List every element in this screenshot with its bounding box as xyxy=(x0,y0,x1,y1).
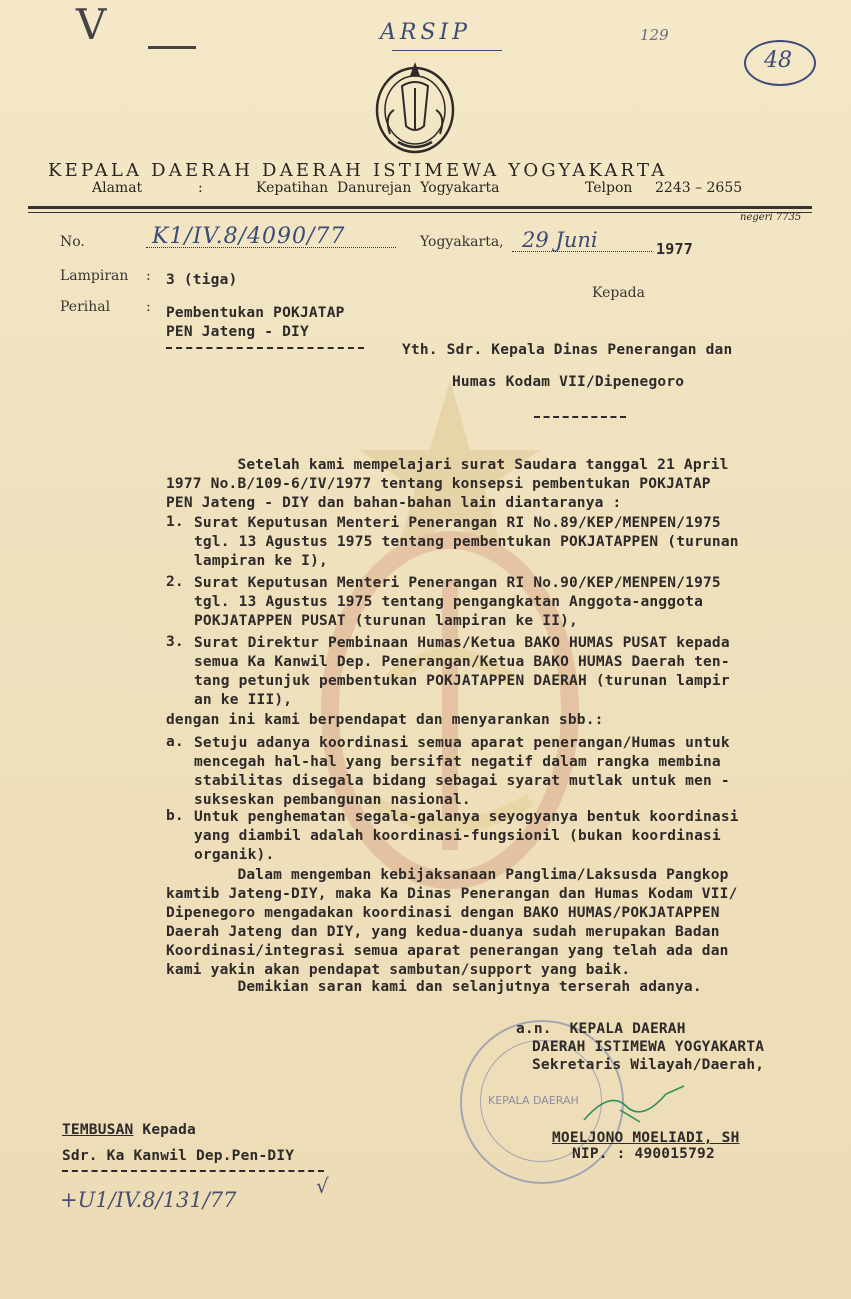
subject-line-2: PEN Jateng - DIY xyxy=(166,324,309,340)
item-line: an ke III), xyxy=(194,692,293,708)
transition-line: dengan ini kami berpendapat dan menyarankan sbb.: xyxy=(166,712,604,728)
item-line: tang petunjuk pembentukan POKJATAPPEN DAERAH (turunan lampir xyxy=(194,673,730,689)
item-line: lampiran ke I), xyxy=(194,553,328,569)
point-letter: a. xyxy=(166,734,184,750)
subject-label: Perihal xyxy=(60,299,111,315)
archive-mark: ARSIP xyxy=(380,20,472,45)
attachment-value: 3 (tiga) xyxy=(166,272,238,288)
signature-office: DAERAH ISTIMEWA YOGYAKARTA xyxy=(532,1039,765,1055)
reference-item-1 xyxy=(166,514,739,571)
paragraph-line: Dalam mengemban kebijaksanaan Panglima/Laksusda Pangkop xyxy=(166,867,729,883)
top-left-dash xyxy=(148,46,196,49)
intro-paragraph xyxy=(166,456,729,513)
agenda-number: +U1/IV.8/131/77 xyxy=(60,1188,237,1212)
recommendation-b xyxy=(166,808,739,865)
paragraph-line: kamtib Jateng-DIY, maka Ka Dinas Penerangan dan Humas Kodam VII/ xyxy=(166,886,738,902)
cc-heading xyxy=(62,1122,196,1138)
address-label: Alamat xyxy=(92,180,143,196)
paragraph-line: Koordinasi/integrasi semua aparat penerangan yang telah ada dan xyxy=(166,943,729,959)
letter-number-line xyxy=(146,247,396,248)
point-line: stabilitas disegala bidang sebagai syarat mutlak untuk men - xyxy=(194,773,730,789)
item-line: tgl. 13 Agustus 1975 tentang pembentukan POKJATAPPEN (turunan xyxy=(194,534,739,550)
reference-item-3 xyxy=(166,634,730,710)
address-colon: : xyxy=(198,180,203,196)
signature-position: Sekretaris Wilayah/Daerah, xyxy=(532,1057,765,1073)
coat-of-arms-emblem xyxy=(372,56,458,156)
handwritten-signature xyxy=(580,1080,690,1130)
subject-line-1: Pembentukan POKJATAP xyxy=(166,305,345,321)
item-number: 2. xyxy=(166,574,184,590)
circled-number-text: 48 xyxy=(764,48,792,73)
point-line: mencegah hal-hal yang bersifat negatif dalam rangka membina xyxy=(194,754,721,770)
date-line xyxy=(512,251,652,252)
letterhead-title: KEPALA DAERAH DAERAH ISTIMEWA YOGYAKARTA xyxy=(48,160,668,181)
point-line: organik). xyxy=(194,847,275,863)
reference-item-2 xyxy=(166,574,721,631)
paragraph-coordination xyxy=(166,866,738,980)
phone-value: 2243 – 2655 xyxy=(655,180,743,196)
recipient-underline xyxy=(534,416,626,418)
recommendation-a xyxy=(166,734,730,810)
header-rule-thin xyxy=(28,212,812,213)
attachment-colon: : xyxy=(146,268,151,284)
check-mark: √ xyxy=(316,1174,329,1198)
number-label: No. xyxy=(60,234,85,250)
year: 1977 xyxy=(656,240,693,258)
closing-line: Demikian saran kami dan selanjutnya terserah adanya. xyxy=(166,979,702,995)
address-value: Kepatihan Danurejan Yogyakarta xyxy=(256,180,500,196)
paragraph-line: kami yakin akan pendapat sambutan/support yang baik. xyxy=(166,962,631,978)
point-line: yang diambil adalah koordinasi-fungsionil (bukan koordinasi xyxy=(194,828,721,844)
cc-heading-rest: Kepada xyxy=(133,1122,196,1138)
top-left-mark: V xyxy=(76,0,107,49)
item-line: semua Ka Kanwil Dep. Penerangan/Ketua BAKO HUMAS Daerah ten- xyxy=(194,654,730,670)
header-rule-thick xyxy=(28,206,812,209)
letter-number: K1/IV.8/4090/77 xyxy=(152,224,346,249)
circled-number xyxy=(744,40,816,86)
item-line: Surat Keputusan Menteri Penerangan RI No.90/KEP/MENPEN/1975 xyxy=(194,575,721,591)
place-label: Yogyakarta, xyxy=(420,234,504,250)
item-line: tgl. 13 Agustus 1975 tentang pengangkatan Anggota-anggota xyxy=(194,594,703,610)
paragraph-line: Daerah Jateng dan DIY, yang kedua-duanya sudah merupakan Badan xyxy=(166,924,720,940)
item-number: 1. xyxy=(166,514,184,530)
intro-line: Setelah kami mempelajari surat Saudara tanggal 21 April xyxy=(166,457,729,473)
item-line: POKJATAPPEN PUSAT (turunan lampiran ke II), xyxy=(194,613,578,629)
recipient-line-1: Yth. Sdr. Kepala Dinas Penerangan dan xyxy=(402,342,733,358)
cc-heading-label: TEMBUSAN xyxy=(62,1122,134,1138)
item-line: Surat Direktur Pembinaan Humas/Ketua BAKO HUMAS PUSAT kepada xyxy=(194,635,730,651)
date-handwritten: 29 Juni xyxy=(522,228,598,252)
intro-line: 1977 No.B/109-6/IV/1977 tentang konsepsi pembentukan POKJATAP xyxy=(166,476,711,492)
subject-colon: : xyxy=(146,299,151,315)
signatory-name: MOELJONO MOELIADI, SH xyxy=(552,1130,740,1146)
recipient-line-2: Humas Kodam VII/Dipenegoro xyxy=(452,374,685,390)
subject-underline xyxy=(166,347,364,349)
item-number: 3. xyxy=(166,634,184,650)
addressee-label: Kepada xyxy=(592,285,645,301)
archive-underline xyxy=(392,50,502,51)
intro-line: PEN Jateng - DIY dan bahan-bahan lain diantaranya : xyxy=(166,495,622,511)
point-line: Untuk penghematan segala-galanya seyogyanya bentuk koordinasi xyxy=(194,809,739,825)
item-line: Surat Keputusan Menteri Penerangan RI No.89/KEP/MENPEN/1975 xyxy=(194,515,721,531)
point-letter: b. xyxy=(166,808,184,824)
attachment-label: Lampiran xyxy=(60,268,129,284)
point-line: Setuju adanya koordinasi semua aparat penerangan/Humas untuk xyxy=(194,735,730,751)
header-note: negeri 7735 xyxy=(740,212,802,223)
cc-recipient: Sdr. Ka Kanwil Dep.Pen-DIY xyxy=(62,1148,295,1164)
cc-underline xyxy=(62,1170,324,1172)
phone-label: Telpon xyxy=(585,180,633,196)
stamp-text: KEPALA DAERAH xyxy=(488,1094,579,1107)
signature-on-behalf: a.n. KEPALA DAERAH xyxy=(516,1021,686,1037)
page-number-small: 129 xyxy=(640,26,669,44)
point-line: sukseskan pembangunan nasional. xyxy=(194,792,471,808)
signatory-nip: NIP. : 490015792 xyxy=(572,1146,715,1162)
paragraph-line: Dipenegoro mengadakan koordinasi dengan BAKO HUMAS/POKJATAPPEN xyxy=(166,905,720,921)
